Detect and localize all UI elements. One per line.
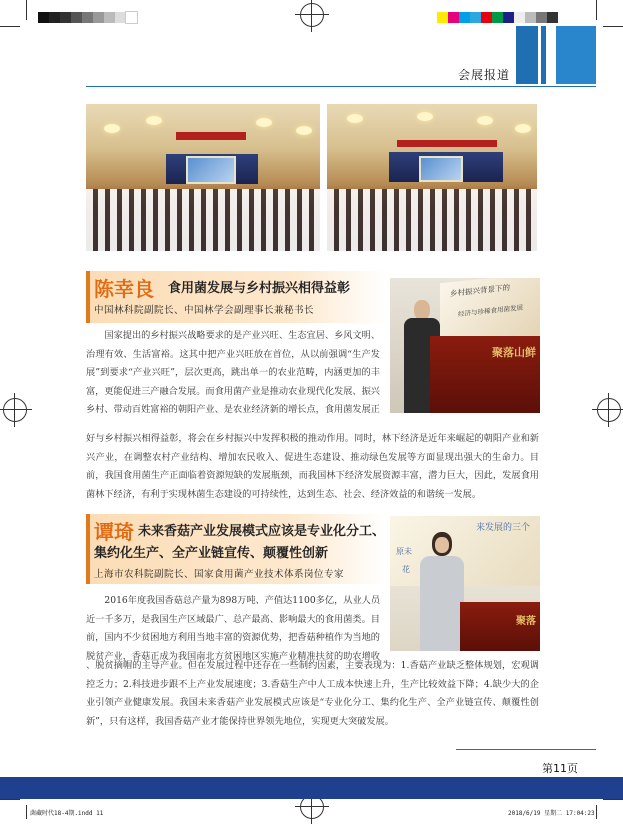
conference-hall-photo-left xyxy=(86,104,320,251)
speaker-1-name: 陈幸良 xyxy=(94,277,154,301)
section-label: 会展报道 xyxy=(458,68,511,82)
conference-hall-photo-right xyxy=(327,104,537,251)
page-number-rule xyxy=(456,749,596,750)
speaker-2-topic-line2: 集约化生产、全产业链宣传、颠覆性创新 xyxy=(94,546,329,561)
speaker-2-figure xyxy=(420,532,464,651)
crop-mark xyxy=(0,26,20,27)
crop-mark xyxy=(603,26,623,27)
podium: 聚落 xyxy=(460,602,540,651)
speaker-1-photo xyxy=(390,278,540,413)
registration-mark-top xyxy=(300,3,324,27)
cmyk-color-bar xyxy=(437,8,558,19)
grayscale-color-bar xyxy=(38,8,137,19)
footer-blue-bar xyxy=(0,777,623,799)
speaker-2-photo xyxy=(390,516,540,651)
podium: 聚落山鲜 xyxy=(430,336,540,413)
registration-mark-right xyxy=(597,398,621,422)
speaker-1-paragraph-continued: 好与乡村振兴相得益彰，将会在乡村振兴中发挥积极的推动作用。同时，林下经济是近年来崛起的朝阳产业和新兴产业，在调整农村产业结构、增加农民收入、促进生态建设、推动绿色发展等方面显现出强大的生命力。目前，我国食用菌生产正面临着资源短缺的发展瓶颈，而我国林下经济发展资源丰富，潜力巨大，因此，发展食用菌林下经济，有利于实现林菌生态建设的可持续性，达到生态、社会、经济效益的和谐统一发展。 xyxy=(86,433,539,500)
registration-mark-left xyxy=(3,398,27,422)
speaker-2-heading xyxy=(86,514,386,584)
speaker-2-name: 谭琦 xyxy=(94,520,134,544)
print-slug-right: 2018/6/19 星期二 17:04:23 xyxy=(508,810,595,817)
crop-mark xyxy=(26,805,27,819)
print-slug-left: 菌藏时代18-4期.indd 11 xyxy=(30,810,104,817)
slide-backdrop: 乡村振兴背景下的 经济与珍稀食用菌发展 xyxy=(440,278,540,353)
crop-mark xyxy=(26,0,27,20)
speaker-1-topic: 食用菌发展与乡村振兴相得益彰 xyxy=(168,281,351,296)
crop-mark xyxy=(603,799,623,800)
header-blue-bar-thin xyxy=(541,26,546,84)
speaker-2-paragraph-continued: 、脱贫摘帽的主导产业。但在发展过程中还存在一些制约因素，主要表现为：1.香菇产业缺乏整体规划，宏观调控乏力；2.科技进步跟不上产业发展速度；3.香菇生产中人工成本快速上升，生产比较效益下降；4.缺少大的企业引领产业健康发展。我国未来香菇产业发展模式应该是“专业化分工、集约化生产、全产业链宣传、颠覆性创新”，只有这样，我国香菇产业才能保持世界领先地位，实现更大突破发展。 xyxy=(86,660,539,727)
header-blue-bar-right xyxy=(556,26,596,84)
crop-mark xyxy=(596,805,597,819)
speaker-1-heading xyxy=(86,271,386,323)
speaker-2-paragraph: 2016年度我国香菇总产量为898万吨、产值达1100多亿，从业人员近一千多万，是我国生产区域最广、总产最高、影响最大的食用菌类。目前，国内不少贫困地方利用当地丰富的资源优势，把香菇种植作为当地的脱贫产业，香菇正成为我国南北方贫困地区实施产业精准扶贫的助农增收 xyxy=(86,595,380,662)
crop-mark xyxy=(596,0,597,20)
speaker-2-topic-line1: 未来香菇产业发展模式应该是专业化分工、 xyxy=(138,524,386,539)
slide-backdrop: 来发展的三个 原未 花 xyxy=(390,516,540,586)
speaker-1-paragraph: 国家提出的乡村振兴战略要求的是产业兴旺、生态宜居、乡风文明、治理有效、生活富裕。这其中把产业兴旺放在首位，从以前强调“生产发展”到要求“产业兴旺”，层次更高，跳出单一的农业范畴，内涵更加的丰富，更能促进三产融合发展。而食用菌产业是推动农业现代化发展、振兴乡村、带动百姓富裕的朝阳产业、是农业经济新的增长点，食用菌发展正 xyxy=(86,330,380,415)
speaker-1-affiliation: 中国林科院副院长、中国林学会副理事长兼秘书长 xyxy=(94,305,315,316)
page-number: 第11页 xyxy=(542,762,578,775)
header-rule xyxy=(86,86,596,87)
speaker-2-affiliation: 上海市农科院副院长、国家食用菌产业技术体系岗位专家 xyxy=(94,569,345,580)
header-blue-bar xyxy=(516,26,538,84)
crop-mark xyxy=(0,799,20,800)
